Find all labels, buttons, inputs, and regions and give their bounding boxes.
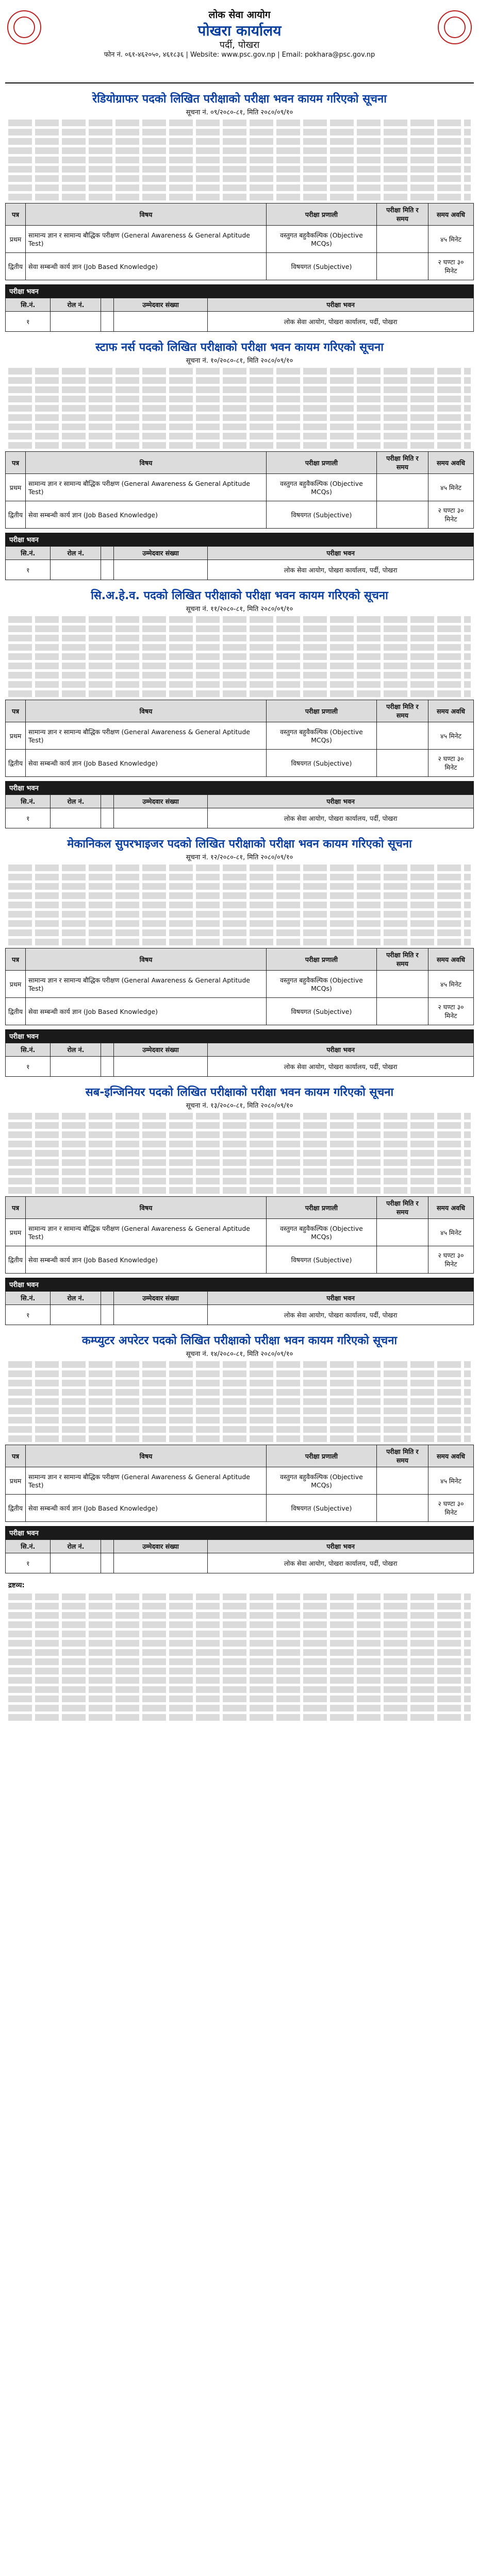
venue-header [101,298,114,312]
venue-cell: लोक सेवा आयोग, पोखरा कार्यालय, पर्दी, पोखरा [208,1305,474,1325]
text-line [8,663,471,669]
table-row [6,474,474,501]
schedule-cell: २ घण्टा ३० मिनेट [428,253,473,280]
venue-header: उम्मेदवार संख्या [113,547,207,560]
notice-page [5,0,474,1721]
schedule-header: समय अवधि [428,1197,473,1219]
venue-cell [51,1305,101,1325]
schedule-header: परीक्षा प्रणाली [266,452,376,474]
venue-cell [51,560,101,580]
schedule-cell: विषयगत (Subjective) [266,998,376,1025]
schedule-header: परीक्षा मिति र समय [376,1197,428,1219]
notice-section [5,1084,474,1325]
venue-cell [51,1057,101,1077]
schedule-header: पत्र [6,452,26,474]
venue-bar: परीक्षा भवन [5,1029,474,1043]
venue-header [101,1540,114,1553]
schedule-header: समय अवधि [428,452,473,474]
schedule-header: परीक्षा मिति र समय [376,700,428,722]
schedule-cell: २ घण्टा ३० मिनेट [428,998,473,1025]
commission-name: लोक सेवा आयोग [208,9,271,21]
venue-header: परीक्षा भवन [208,1043,474,1057]
text-line [8,1159,471,1166]
venue-cell: १ [6,1057,51,1077]
schedule-cell: द्वितीय [6,750,26,777]
venue-cell: लोक सेवा आयोग, पोखरा कार्यालय, पर्दी, पोखरा [208,1057,474,1077]
text-line [8,653,471,660]
schedule-cell: सेवा सम्बन्धी कार्य ज्ञान (Job Based Knowledge) [26,1495,267,1522]
notice-title: सि.अ.हे.व. पदको लिखित परीक्षाको परीक्षा भवन कायम गरिएको सूचना [91,589,388,602]
notice-number: सूचना नं. १४/२०८०-८१, मिति २०८०/०९/१० [186,1350,293,1358]
exam-schedule-table [5,948,474,1025]
table-row [6,1467,474,1495]
text-line [8,1417,471,1423]
text-line [8,902,471,908]
venue-header: परीक्षा भवन [208,298,474,312]
venue-cell [113,1553,207,1573]
schedule-cell [376,253,428,280]
venue-cell [113,1057,207,1077]
notes [5,1581,474,1721]
text-line [8,368,471,375]
venue-header: रोल नं. [51,1540,101,1553]
schedule-cell: सेवा सम्बन्धी कार्य ज्ञान (Job Based Knowledge) [26,253,267,280]
text-line [8,442,471,449]
schedule-header: पत्र [6,204,26,226]
schedule-cell [376,971,428,998]
schedule-header: विषय [26,204,267,226]
text-line [8,690,471,697]
venue-cell [51,1553,101,1573]
notice-number: सूचना नं. ०९/२०८०-८१, मिति २०८०/०९/१० [186,109,293,116]
schedule-header: विषय [26,948,267,971]
venue-header: परीक्षा भवन [208,795,474,808]
schedule-cell: प्रथम [6,226,26,253]
notes-title: द्रष्टव्य: [8,1582,25,1589]
table-row [6,971,474,998]
venue-header: रोल नं. [51,547,101,560]
text-line [8,1408,471,1414]
exam-schedule-table [5,1445,474,1522]
venue-table [5,794,474,828]
schedule-header: परीक्षा प्रणाली [266,948,376,971]
notice-title: सब-इन्जिनियर पदको लिखित परीक्षाको परीक्षा भवन कायम गरिएको सूचना [85,1086,394,1099]
schedule-cell: ४५ मिनेट [428,722,473,750]
venue-cell [101,808,114,828]
table-row [6,1246,474,1274]
schedule-cell: ४५ मिनेट [428,226,473,253]
text-line [8,1122,471,1129]
schedule-cell: प्रथम [6,474,26,501]
venue-header: सि.नं. [6,1043,51,1057]
schedule-cell: विषयगत (Subjective) [266,253,376,280]
table-row [6,1305,474,1325]
text-line [8,1113,471,1120]
schedule-cell: विषयगत (Subjective) [266,750,376,777]
venue-bar: परीक्षा भवन [5,1526,474,1539]
notice-number: सूचना नं. १०/२०८०-८१, मिति २०८०/०९/१० [186,357,293,365]
table-row [6,1553,474,1573]
schedule-header: विषय [26,700,267,722]
schedule-header: समय अवधि [428,948,473,971]
venue-header: सि.नं. [6,795,51,808]
schedule-cell [376,474,428,501]
schedule-cell: सेवा सम्बन्धी कार्य ज्ञान (Job Based Knowledge) [26,1246,267,1274]
venue-cell [113,1305,207,1325]
venue-header [101,1043,114,1057]
schedule-cell: सामान्य ज्ञान र सामान्य बौद्धिक परीक्षण (General Awareness & General Aptitude Test) [26,1467,267,1495]
schedule-cell: ४५ मिनेट [428,971,473,998]
schedule-header: समय अवधि [428,700,473,722]
text-line [8,175,471,182]
venue-header: सि.नं. [6,1292,51,1305]
notice-title: मेकानिकल सुपरभाइजर पदको लिखित परीक्षाको परीक्षा भवन कायम गरिएको सूचना [67,838,412,851]
schedule-cell: सामान्य ज्ञान र सामान्य बौद्धिक परीक्षण (General Awareness & General Aptitude Test) [26,474,267,501]
text-line [8,920,471,927]
schedule-cell: २ घण्टा ३० मिनेट [428,1495,473,1522]
schedule-cell: विषयगत (Subjective) [266,1495,376,1522]
venue-header: परीक्षा भवन [208,1540,474,1553]
table-row [6,750,474,777]
venue-cell [101,560,114,580]
venue-bar: परीक्षा भवन [5,533,474,546]
venue-header: उम्मेदवार संख्या [113,298,207,312]
venue-cell [51,808,101,828]
schedule-cell: सामान्य ज्ञान र सामान्य बौद्धिक परीक्षण (General Awareness & General Aptitude Test) [26,1219,267,1246]
table-row [6,226,474,253]
table-row [6,1219,474,1246]
text-line [8,625,471,632]
venue-cell [101,1057,114,1077]
schedule-cell: ४५ मिनेट [428,1219,473,1246]
table-row [6,998,474,1025]
schedule-header: परीक्षा मिति र समय [376,948,428,971]
venue-header: रोल नं. [51,1292,101,1305]
schedule-cell: सामान्य ज्ञान र सामान्य बौद्धिक परीक्षण (General Awareness & General Aptitude Test) [26,971,267,998]
text-line [8,865,471,871]
venue-header: उम्मेदवार संख्या [113,1043,207,1057]
text-line [8,423,471,430]
text-line [8,1435,471,1442]
text-line [8,147,471,154]
table-row [6,808,474,828]
venue-header: रोल नं. [51,1043,101,1057]
venue-header [101,547,114,560]
text-line [8,911,471,918]
masthead [5,5,474,83]
text-line [8,1150,471,1157]
schedule-header: पत्र [6,700,26,722]
table-row [6,560,474,580]
text-line [8,433,471,439]
text-line [8,1426,471,1433]
exam-schedule-table [5,451,474,529]
schedule-cell: द्वितीय [6,998,26,1025]
notice-number: सूचना नं. १३/२०८०-८१, मिति २०८०/०९/१० [186,1102,293,1110]
table-row [6,1495,474,1522]
schedule-header: विषय [26,1445,267,1467]
venue-bar: परीक्षा भवन [5,1278,474,1291]
text-line [8,1141,471,1147]
venue-table [5,298,474,332]
venue-header: सि.नं. [6,547,51,560]
text-line [8,635,471,641]
notice-number: सूचना नं. १२/२०८०-८१, मिति २०८०/०९/१० [186,854,293,861]
text-line [8,1178,471,1184]
venue-table [5,1539,474,1573]
venue-header: परीक्षा भवन [208,547,474,560]
schedule-header: विषय [26,1197,267,1219]
venue-table [5,546,474,580]
schedule-cell: द्वितीय [6,253,26,280]
venue-header: उम्मेदवार संख्या [113,1540,207,1553]
notice-section [5,1332,474,1573]
notice-title: रेडियोग्राफर पदको लिखित परीक्षाको परीक्षा भवन कायम गरिएको सूचना [92,93,387,106]
schedule-cell: सेवा सम्बन्धी कार्य ज्ञान (Job Based Knowledge) [26,750,267,777]
schedule-cell [376,1495,428,1522]
text-line [8,129,471,135]
schedule-header: समय अवधि [428,1445,473,1467]
text-line [8,138,471,145]
text-line [8,414,471,421]
schedule-header: परीक्षा प्रणाली [266,1197,376,1219]
text-line [8,1187,471,1194]
table-row [6,253,474,280]
schedule-cell: सामान्य ज्ञान र सामान्य बौद्धिक परीक्षण (General Awareness & General Aptitude Test) [26,226,267,253]
notice-title: कम्प्युटर अपरेटर पदको लिखित परीक्षाको परीक्षा भवन कायम गरिएको सूचना [81,1334,398,1347]
text-line [8,166,471,173]
text-line [8,616,471,623]
schedule-cell: प्रथम [6,1219,26,1246]
text-line [8,874,471,880]
exam-schedule-table [5,203,474,280]
venue-cell: लोक सेवा आयोग, पोखरा कार्यालय, पर्दी, पोखरा [208,1553,474,1573]
exam-schedule-table [5,1196,474,1274]
venue-cell [101,1305,114,1325]
schedule-cell: सेवा सम्बन्धी कार्य ज्ञान (Job Based Knowledge) [26,998,267,1025]
notice-section [5,91,474,332]
schedule-cell: वस्तुगत बहुवैकल्पिक (Objective MCQs) [266,722,376,750]
schedule-cell [376,1246,428,1274]
notice-section [5,587,474,828]
text-line [8,1380,471,1386]
schedule-cell: प्रथम [6,1467,26,1495]
schedule-cell: २ घण्टा ३० मिनेट [428,1246,473,1274]
venue-cell: १ [6,1553,51,1573]
schedule-cell: २ घण्टा ३० मिनेट [428,501,473,529]
venue-cell [101,312,114,332]
text-line [8,892,471,899]
text-line [8,1361,471,1368]
schedule-cell: ४५ मिनेट [428,1467,473,1495]
schedule-header: विषय [26,452,267,474]
schedule-header: पत्र [6,1445,26,1467]
exam-schedule-table [5,700,474,777]
text-line [8,396,471,402]
venue-header: सि.नं. [6,298,51,312]
schedule-header: समय अवधि [428,204,473,226]
text-line [8,1398,471,1405]
table-row [6,501,474,529]
schedule-cell: वस्तुगत बहुवैकल्पिक (Objective MCQs) [266,474,376,501]
nepal-emblem-icon [7,10,41,44]
schedule-cell: वस्तुगत बहुवैकल्पिक (Objective MCQs) [266,971,376,998]
venue-header: परीक्षा भवन [208,1292,474,1305]
contact-line: फोन नं. ०६१-४६२०५०, ४६१८३६ | Website: www.psc.gov.np | Email: pokhara@psc.gov.np [104,51,375,59]
venue-header: उम्मेदवार संख्या [113,1292,207,1305]
text-line [8,1168,471,1175]
schedule-cell: द्वितीय [6,1495,26,1522]
venue-header: सि.नं. [6,1540,51,1553]
text-line [8,681,471,688]
text-line [8,157,471,163]
table-row [6,1057,474,1077]
schedule-cell [376,998,428,1025]
text-line [8,377,471,384]
venue-cell: १ [6,560,51,580]
schedule-cell [376,1467,428,1495]
schedule-cell: प्रथम [6,971,26,998]
venue-table [5,1043,474,1077]
venue-header: उम्मेदवार संख्या [113,795,207,808]
schedule-header: परीक्षा मिति र समय [376,1445,428,1467]
text-line [8,1131,471,1138]
schedule-cell: प्रथम [6,722,26,750]
schedule-cell [376,722,428,750]
schedule-cell: वस्तुगत बहुवैकल्पिक (Objective MCQs) [266,226,376,253]
venue-header: रोल नं. [51,298,101,312]
office-name: पोखरा कार्यालय [197,22,282,39]
schedule-cell [376,1219,428,1246]
schedule-cell [376,501,428,529]
venue-cell: लोक सेवा आयोग, पोखरा कार्यालय, पर्दी, पोखरा [208,808,474,828]
venue-cell: १ [6,808,51,828]
venue-header [101,1292,114,1305]
venue-cell [51,312,101,332]
schedule-cell: वस्तुगत बहुवैकल्पिक (Objective MCQs) [266,1219,376,1246]
text-line [8,120,471,126]
schedule-cell: २ घण्टा ३० मिनेट [428,750,473,777]
venue-cell [113,312,207,332]
schedule-cell: वस्तुगत बहुवैकल्पिक (Objective MCQs) [266,1467,376,1495]
venue-cell: लोक सेवा आयोग, पोखरा कार्यालय, पर्दी, पोखरा [208,560,474,580]
text-line [8,883,471,890]
schedule-cell: सामान्य ज्ञान र सामान्य बौद्धिक परीक्षण (General Awareness & General Aptitude Test) [26,722,267,750]
venue-cell [113,808,207,828]
text-line [8,1389,471,1396]
schedule-cell: द्वितीय [6,501,26,529]
schedule-cell: विषयगत (Subjective) [266,1246,376,1274]
schedule-header: परीक्षा मिति र समय [376,452,428,474]
venue-cell [101,1553,114,1573]
schedule-cell [376,750,428,777]
text-line [8,929,471,936]
text-line [8,386,471,393]
schedule-header: परीक्षा प्रणाली [266,204,376,226]
venue-header: रोल नं. [51,795,101,808]
notice-number: सूचना नं. ११/२०८०-८१, मिति २०८०/०९/१० [186,605,293,613]
psc-logo-icon [438,10,472,44]
schedule-cell: सेवा सम्बन्धी कार्य ज्ञान (Job Based Knowledge) [26,501,267,529]
text-line [8,405,471,412]
venue-cell: १ [6,1305,51,1325]
text-line [8,194,471,200]
venue-bar: परीक्षा भवन [5,284,474,298]
office-place: पर्दी, पोखरा [219,39,260,50]
schedule-header: परीक्षा प्रणाली [266,700,376,722]
schedule-cell [376,226,428,253]
venue-bar: परीक्षा भवन [5,781,474,794]
venue-cell: लोक सेवा आयोग, पोखरा कार्यालय, पर्दी, पोखरा [208,312,474,332]
table-row [6,722,474,750]
table-row [6,312,474,332]
schedule-cell: ४५ मिनेट [428,474,473,501]
schedule-cell: विषयगत (Subjective) [266,501,376,529]
notice-section [5,836,474,1077]
schedule-header: परीक्षा प्रणाली [266,1445,376,1467]
venue-cell [113,560,207,580]
venue-table [5,1291,474,1325]
venue-cell: १ [6,312,51,332]
notice-section [5,339,474,580]
text-line [8,672,471,679]
schedule-cell: द्वितीय [6,1246,26,1274]
schedule-header: परीक्षा मिति र समय [376,204,428,226]
schedule-header: पत्र [6,948,26,971]
text-line [8,1370,471,1377]
text-line [8,644,471,651]
text-line [8,184,471,191]
schedule-header: पत्र [6,1197,26,1219]
notice-title: स्टाफ नर्स पदको लिखित परीक्षाको परीक्षा भवन कायम गरिएको सूचना [95,341,384,354]
text-line [8,939,471,945]
venue-header [101,795,114,808]
